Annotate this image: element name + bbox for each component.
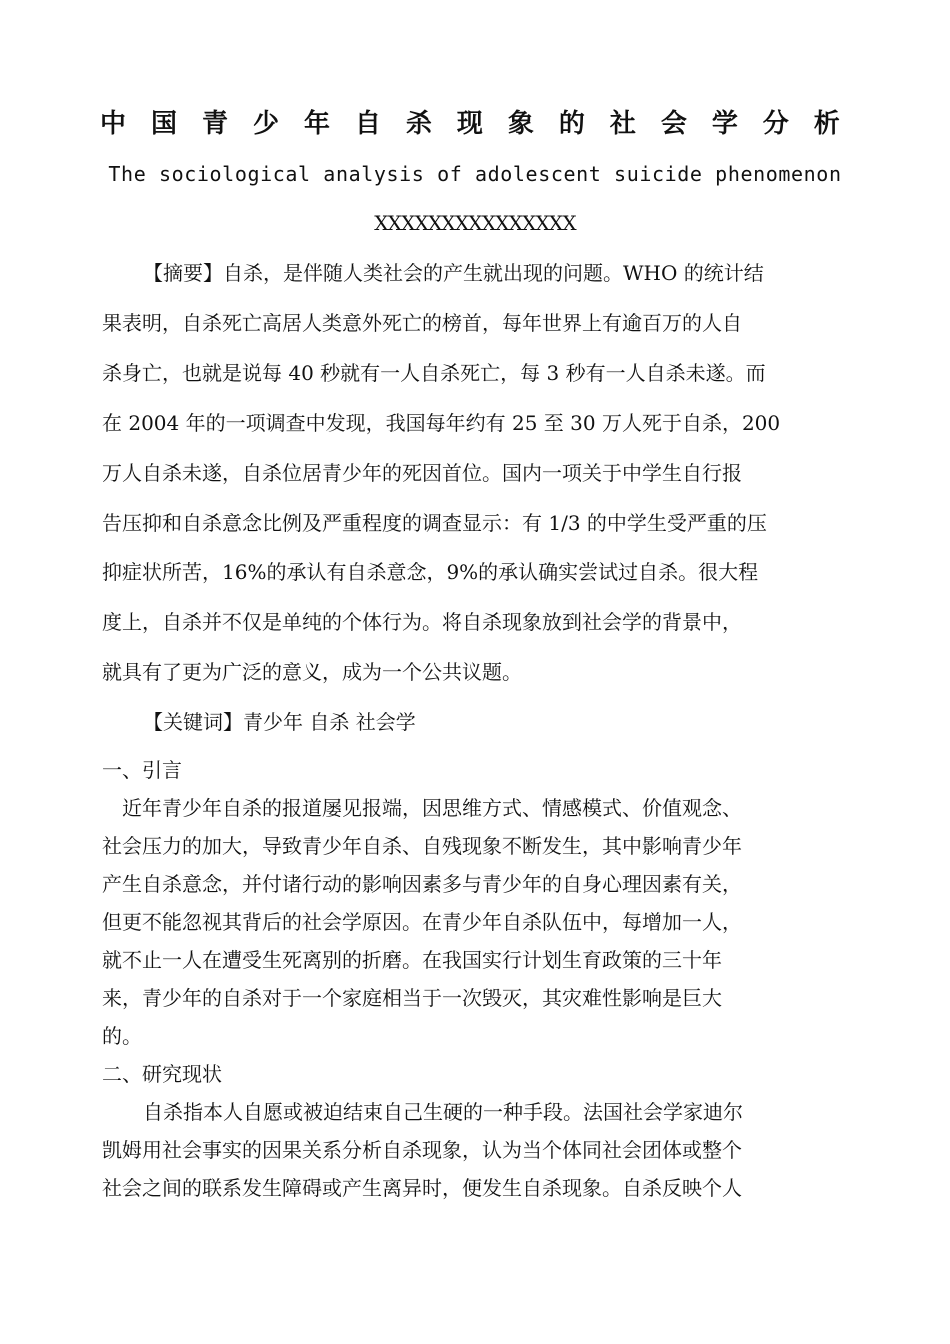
title-char: 杀 <box>405 109 432 139</box>
abstract-line: 杀身亡，也就是说每 40 秒就有一人自杀死亡，每 3 秒有一人自杀未遂。而 <box>102 361 766 385</box>
body-line: 的。 <box>102 1024 142 1048</box>
title-char: 自 <box>354 109 381 139</box>
abstract-line: 告压抑和自杀意念比例及严重程度的调查显示：有 1/3 的中学生受严重的压 <box>102 511 767 535</box>
abstract-line: 【摘要】自杀，是伴随人类社会的产生就出现的问题。WHO 的统计结 <box>143 261 764 285</box>
title-char: 国 <box>150 109 177 139</box>
section-heading: 一、引言 <box>102 758 182 782</box>
abstract-line: 就具有了更为广泛的意义，成为一个公共议题。 <box>102 660 522 684</box>
title-char: 少 <box>252 109 279 139</box>
title-char: 的 <box>558 109 585 139</box>
abstract-line: 抑症状所苦，16%的承认有自杀意念，9%的承认确实尝试过自杀。很大程 <box>102 560 759 584</box>
body-line: 近年青少年自杀的报道屡见报端，因思维方式、情感模式、价值观念、 <box>122 796 742 820</box>
author-placeholder: XXXXXXXXXXXXXXX <box>374 211 576 235</box>
body-line: 社会之间的联系发生障碍或产生离异时，便发生自杀现象。自杀反映个人 <box>102 1176 742 1200</box>
english-subtitle: The sociological analysis of adolescent suicide phenomenon <box>108 162 842 186</box>
title-char: 中 <box>100 109 127 139</box>
abstract-line: 度上，自杀并不仅是单纯的个体行为。将自杀现象放到社会学的背景中， <box>102 610 742 634</box>
title-char: 青 <box>201 109 228 139</box>
title-char: 年 <box>303 109 330 139</box>
title-char: 析 <box>813 109 840 139</box>
title-char: 分 <box>762 109 789 139</box>
title-char: 社 <box>609 109 636 139</box>
title-char: 象 <box>507 109 534 139</box>
title-char: 会 <box>660 109 687 139</box>
abstract-line: 在 2004 年的一项调查中发现，我国每年约有 25 至 30 万人死于自杀，200 <box>102 411 781 435</box>
body-line: 但更不能忽视其背后的社会学原因。在青少年自杀队伍中，每增加一人， <box>102 910 742 934</box>
abstract-line: 万人自杀未遂，自杀位居青少年的死因首位。国内一项关于中学生自行报 <box>102 461 742 485</box>
title-char: 学 <box>711 109 738 139</box>
title-char: 现 <box>456 109 483 139</box>
body-line: 产生自杀意念，并付诸行动的影响因素多与青少年的自身心理因素有关， <box>102 872 742 896</box>
body-line: 自杀指本人自愿或被迫结束自己生硬的一种手段。法国社会学家迪尔 <box>143 1100 743 1124</box>
body-line: 来，青少年的自杀对于一个家庭相当于一次毁灭，其灾难性影响是巨大 <box>102 986 722 1010</box>
section-heading: 二、研究现状 <box>102 1062 222 1086</box>
keywords-line: 【关键词】青少年 自杀 社会学 <box>143 710 416 734</box>
abstract-line: 果表明，自杀死亡高居人类意外死亡的榜首，每年世界上有逾百万的人自 <box>102 311 742 335</box>
body-line: 就不止一人在遭受生死离别的折磨。在我国实行计划生育政策的三十年 <box>102 948 722 972</box>
body-line: 凯姆用社会事实的因果关系分析自杀现象，认为当个体同社会团体或整个 <box>102 1138 742 1162</box>
page-title <box>100 106 840 142</box>
body-line: 社会压力的加大，导致青少年自杀、自残现象不断发生，其中影响青少年 <box>102 834 742 858</box>
